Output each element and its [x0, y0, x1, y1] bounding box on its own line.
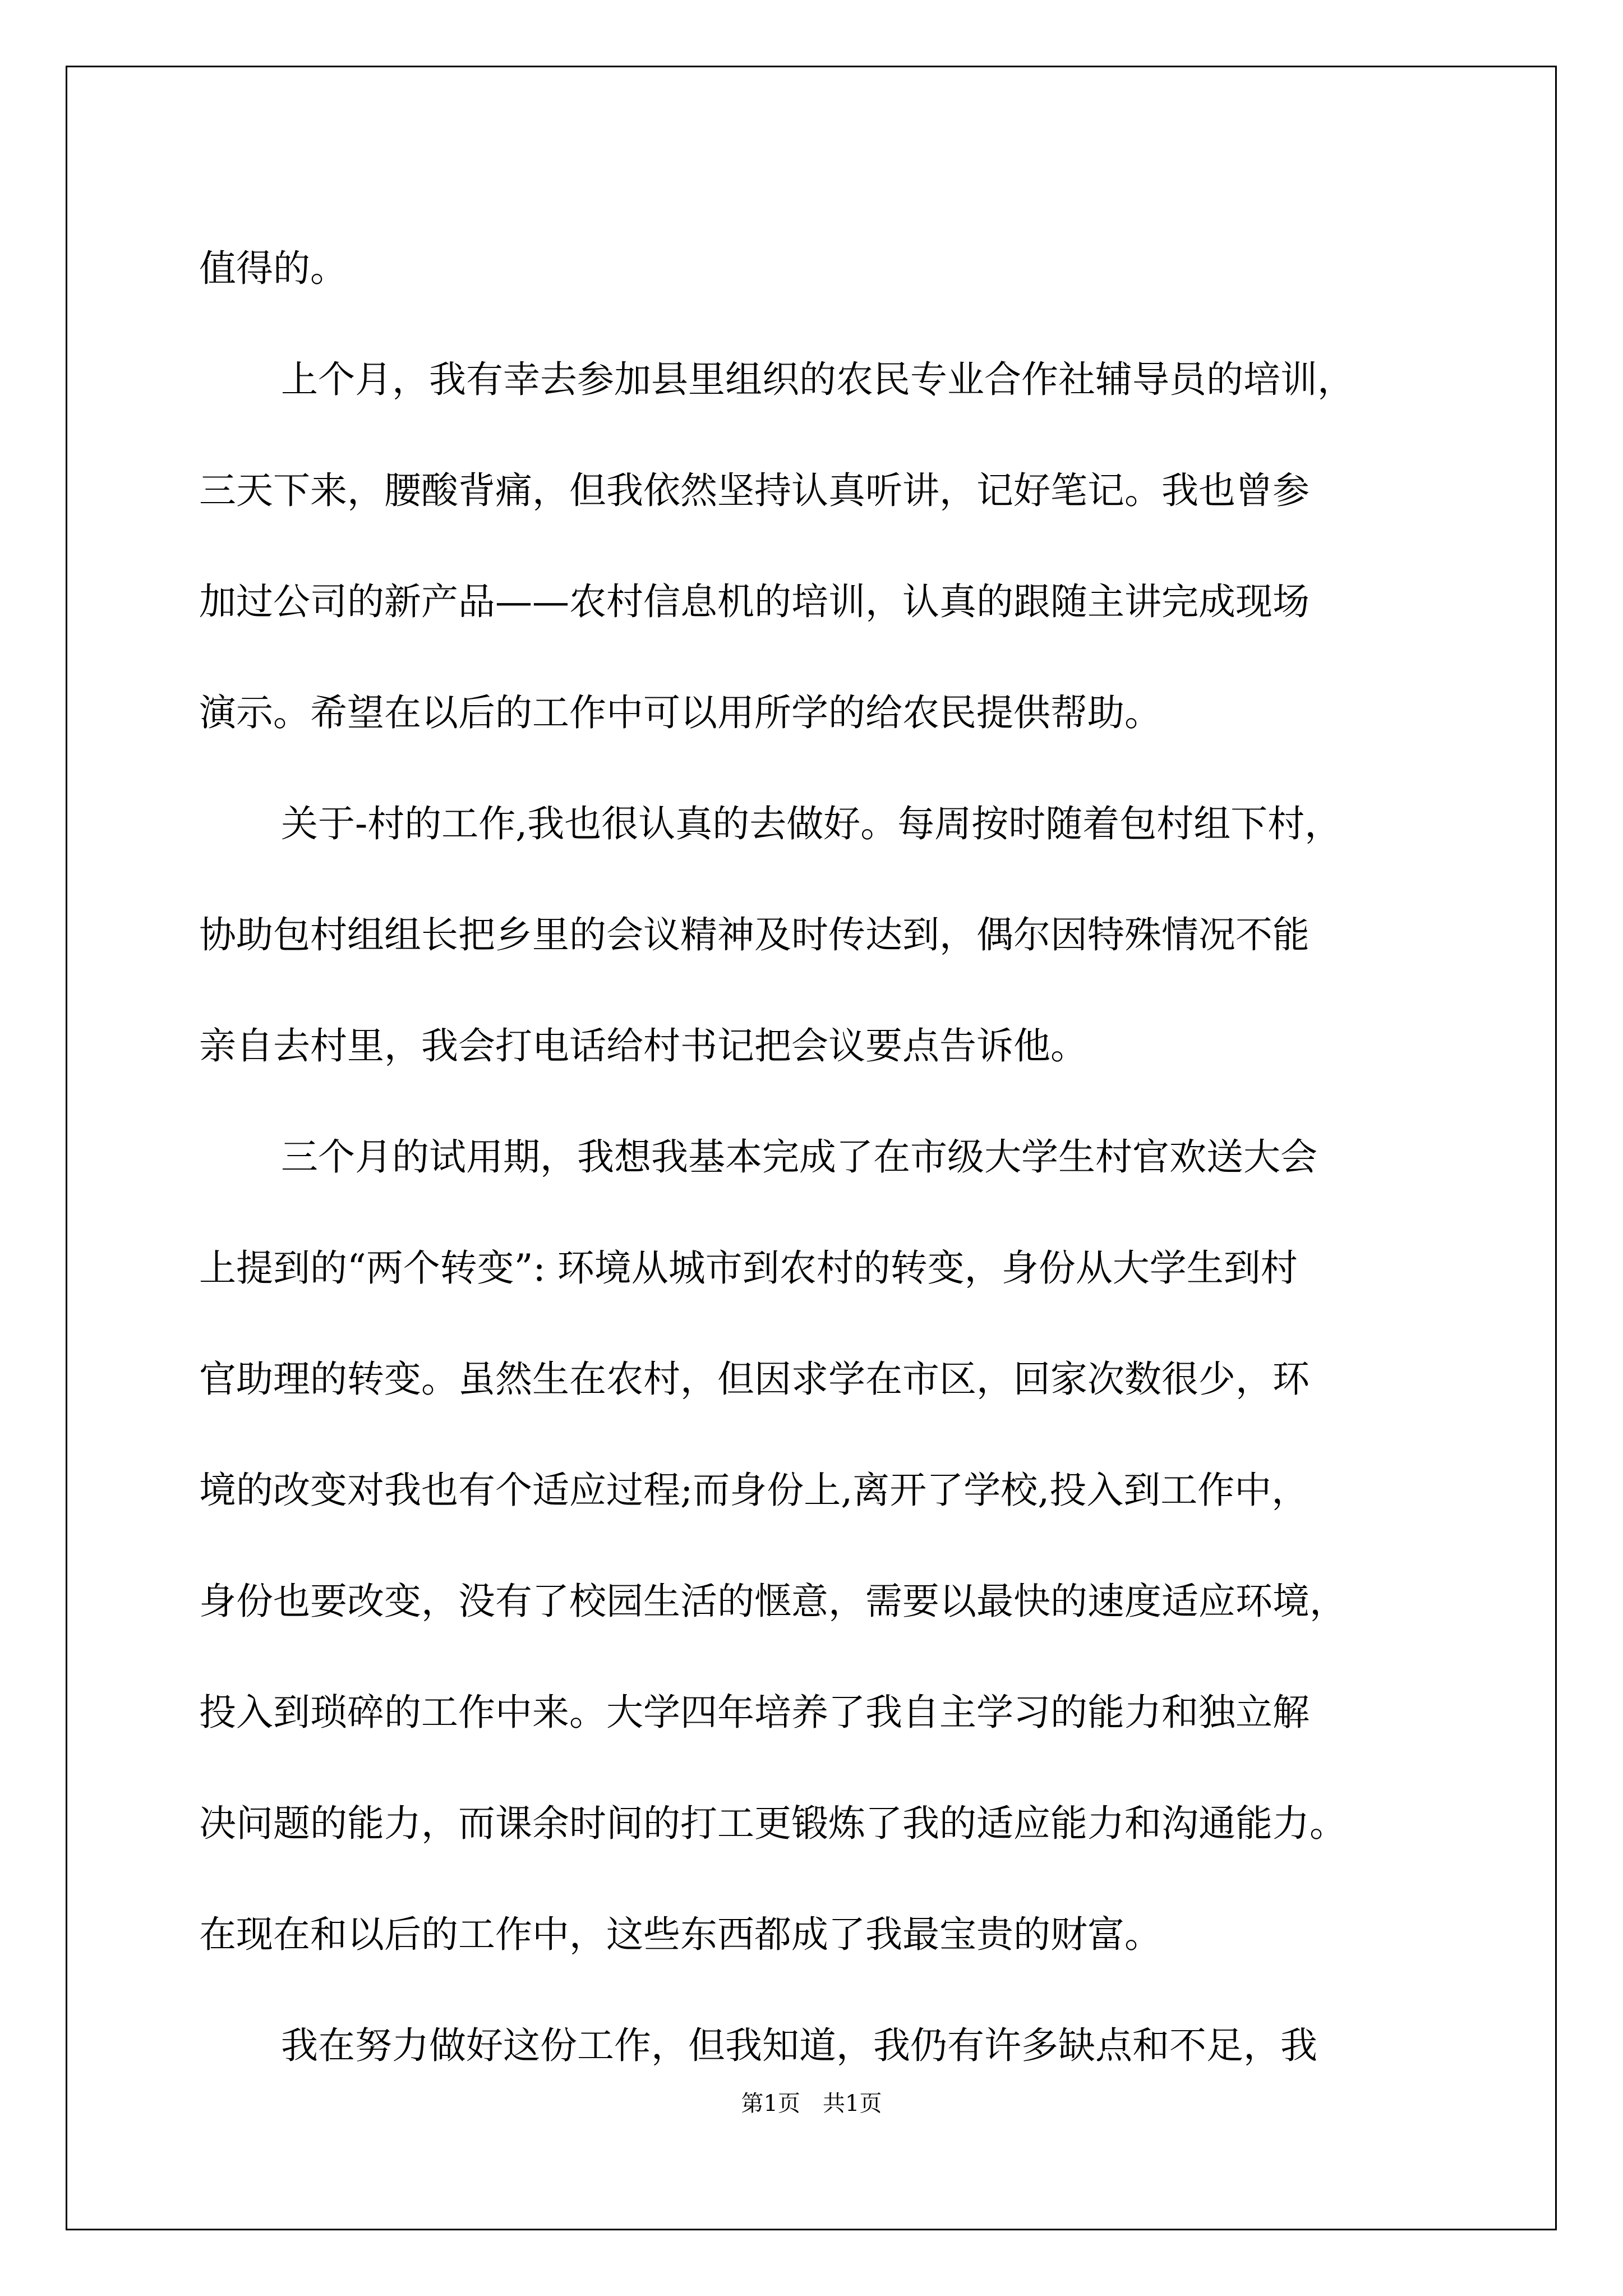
text-line: 身份也要改变，没有了校园生活的惬意，需要以最快的速度适应环境，: [199, 1580, 1347, 1623]
document-body: [199, 213, 1444, 2101]
text-line: 三天下来，腰酸背痛，但我依然坚持认真听讲，记好笔记。我也曾参: [199, 469, 1310, 512]
text-line: 投入到琐碎的工作中来。大学四年培养了我自主学习的能力和独立解: [199, 1691, 1310, 1734]
text-line: 官助理的转变。虽然生在农村，但因求学在市区，回家次数很少，环: [199, 1358, 1310, 1401]
text-line: 在现在和以后的工作中，这些东西都成了我最宝贵的财富。: [199, 1913, 1161, 1956]
text-line: 协助包村组组长把乡里的会议精神及时传达到，偶尔因特殊情况不能: [199, 913, 1310, 956]
text-line: 值得的。: [199, 247, 347, 290]
text-line: 上提到的“两个转变”: 环境从城市到农村的转变，身份从大学生到村: [199, 1246, 1298, 1290]
page-number-footer: 第1页 共1页: [741, 2091, 882, 2116]
text-line: 境的改变对我也有个适应过程;而身份上,离开了学校,投入到工作中，: [199, 1469, 1309, 1512]
text-line: 亲自去村里，我会打电话给村书记把会议要点告诉他。: [199, 1024, 1087, 1068]
text-line: 关于-村的工作,我也很认真的去做好。每周按时随着包村组下村，: [281, 802, 1342, 845]
text-line: 演示。希望在以后的工作中可以用所学的给农民提供帮助。: [199, 691, 1161, 734]
text-line: 我在努力做好这份工作，但我知道，我仍有许多缺点和不足，我: [281, 2024, 1317, 2067]
text-line: 决问题的能力，而课余时间的打工更锻炼了我的适应能力和沟通能力。: [199, 1802, 1347, 1845]
text-line: 加过公司的新产品——农村信息机的培训，认真的跟随主讲完成现场: [199, 580, 1310, 623]
text-line: 三个月的试用期，我想我基本完成了在市级大学生村官欢送大会: [281, 1135, 1317, 1179]
text-line: 上个月，我有幸去参加县里组织的农民专业合作社辅导员的培训，: [281, 358, 1354, 401]
